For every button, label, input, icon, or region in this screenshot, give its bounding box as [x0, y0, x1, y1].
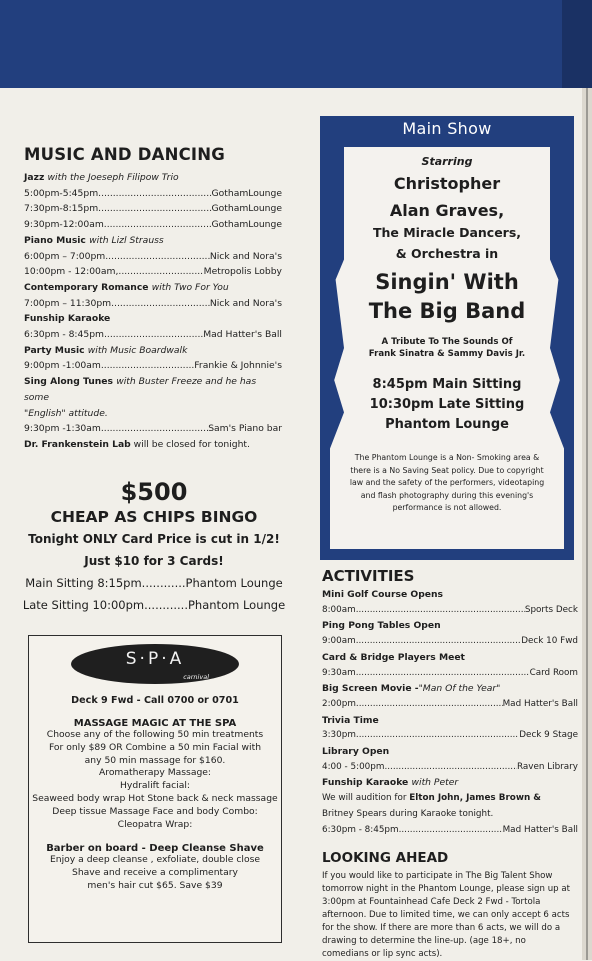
activities-list [322, 587, 578, 838]
karaoke-audition-line2: Britney Spears during Karaoke tonight. [322, 808, 494, 819]
singalong-title: Sing Along Tunes [24, 376, 114, 388]
spa-line: For only $89 OR Combine a 50 min Facial with [48, 741, 262, 753]
main-show-box [320, 116, 574, 560]
schedule-row [24, 358, 282, 374]
row-venue: Metropolis Lobby [203, 266, 282, 278]
show-times [342, 375, 552, 435]
looking-ahead-heading: LOOKING AHEAD [322, 850, 449, 867]
row-time: 9:30pm-12:00am [24, 219, 104, 231]
row-venue: Mad Hatter's Ball [502, 698, 578, 709]
star-name: Alan Graves, [389, 201, 505, 220]
row-venue: Raven Library [516, 761, 578, 772]
schedule-row [24, 327, 282, 343]
row-time: 9:30pm -1:30am [24, 423, 101, 435]
row-venue: Nick and Nora's [209, 250, 282, 262]
row-time: 9:00am [322, 636, 356, 647]
singalong-note: "English" attitude. [24, 407, 108, 419]
row-venue: GothamLounge [211, 219, 282, 231]
schedule-row [24, 421, 282, 437]
row-venue: Frankie & Johnnie's [194, 360, 282, 372]
bingo-price: Just $10 for 3 Cards! [84, 554, 224, 568]
schedule-row [24, 249, 282, 265]
tribute-line: A Tribute To The Sounds Of [381, 337, 513, 347]
sitting-venue: Phantom Lounge [188, 598, 286, 612]
row-venue: Deck 9 Stage [519, 730, 578, 741]
row-venue: Sports Deck [524, 604, 578, 615]
show-title [342, 268, 552, 326]
party-subtitle: with Music Boardwalk [87, 344, 188, 356]
leader-dots [356, 728, 519, 744]
party-title: Party Music [24, 344, 85, 356]
lab-notice [24, 437, 282, 453]
row-venue: Deck 10 Fwd [521, 636, 578, 647]
row-time: 10:00pm - 12:00am, [24, 266, 119, 278]
activity-row [322, 760, 578, 776]
music-heading: MUSIC AND DANCING [24, 145, 225, 164]
bingo-offer: Tonight ONLY Card Price is cut in 1/2! [28, 532, 280, 546]
activity-title: Trivia Time [322, 714, 379, 726]
leader-dots [98, 186, 211, 202]
romance-subtitle: with Two For You [151, 281, 229, 293]
spa-line: Hydralift facial: [119, 780, 191, 792]
activity-row [322, 697, 578, 713]
cast-line: The Miracle Dancers, [372, 225, 522, 240]
activity-title: Mini Golf Course Opens [322, 589, 444, 600]
spa-logo [71, 644, 239, 684]
row-time: 6:00pm – 7:00pm [24, 250, 106, 262]
karaoke-label: Funship Karaoke [322, 777, 409, 789]
show-title-line: Singin' With [375, 270, 519, 294]
carnival-wordmark: carnival [183, 673, 209, 681]
barber-details [29, 854, 281, 892]
sitting-venue: Phantom Lounge [185, 576, 283, 590]
leader-dots [356, 666, 530, 682]
main-sitting-time: 8:45pm Main Sitting [372, 377, 522, 392]
leader-dots [356, 603, 525, 619]
bingo-late-sitting [20, 594, 288, 616]
spa-details [29, 729, 281, 831]
starring-label: Starring [421, 155, 473, 168]
movie-name: "Man Of the Year" [418, 683, 501, 695]
row-venue: Card Room [529, 667, 578, 678]
activities-heading: ACTIVITIES [322, 567, 415, 585]
singalong-subtitle: with Buster Freeze and he has some [24, 376, 257, 403]
music-schedule [24, 170, 282, 453]
leader-dots [98, 201, 211, 217]
row-time: 9:30am [322, 667, 356, 678]
bingo-amount: $500 [120, 478, 188, 506]
leader-dots [105, 249, 210, 265]
activities-section [322, 567, 578, 961]
leader-dots [101, 358, 194, 374]
spa-line: Cleopatra Wrap: [117, 818, 193, 830]
karaoke-audition [322, 791, 578, 807]
leader-dots [104, 217, 212, 233]
row-time: 3:30pm [322, 730, 356, 741]
late-sitting-time: 10:30pm Late Sitting [369, 397, 525, 412]
party-category [24, 343, 282, 359]
row-time: 2:00pm [322, 698, 356, 709]
karaoke-category: Funship Karaoke [24, 313, 111, 325]
movie-label: Big Screen Movie - [322, 683, 419, 695]
barber-line: men's hair cut $65. Save $39 [87, 879, 223, 891]
leader-dots [101, 421, 208, 437]
spa-contact: Deck 9 Fwd - Call 0700 or 0701 [71, 695, 239, 706]
piano-subtitle: with Lizl Strauss [89, 234, 164, 246]
page-fold [562, 0, 592, 88]
spa-line: Aromatherapy Massage: [98, 767, 212, 779]
looking-ahead-text: If you would like to participate in The Big Talent Show tomorrow night in the Phantom Lounge, please sign up at 3:00pm at Fountainhead Cafe Deck 2 Fwd - Tortola afternoon. Due to limited time, we can only accept 6 acts for the show. If there are more than 6 acts, we will do a drawing to determine the line-up. (age 18+, no comedians or lip sync acts). [322, 871, 570, 960]
row-time: 5:00pm-5:45pm [24, 187, 99, 199]
spa-line: Seaweed body wrap Hot Stone back & neck massage [32, 792, 278, 804]
schedule-row [24, 186, 282, 202]
leader-dots [111, 296, 210, 312]
row-time: 9:00pm -1:00am [24, 360, 101, 372]
jazz-subtitle: with the Joeseph Filipow Trio [47, 172, 179, 183]
audition-text: We will audition for [322, 793, 410, 804]
leader-dots [142, 572, 186, 594]
barber-line: Shave and receive a complimentary [72, 867, 238, 879]
piano-title: Piano Music [24, 234, 86, 246]
show-title-line: The Big Band [368, 299, 526, 323]
spa-line: any 50 min massage for $160. [84, 754, 226, 766]
activity-row [322, 728, 578, 744]
bingo-title: CHEAP AS CHIPS BINGO [50, 508, 258, 526]
spa-line: Choose any of the following 50 min treatments [46, 729, 264, 740]
leader-dots [399, 823, 503, 839]
music-section [20, 145, 282, 453]
audition-artists: Elton John, James Brown & [409, 793, 541, 804]
star-name: Christopher [393, 174, 501, 193]
show-venue: Phantom Lounge [385, 417, 509, 432]
leader-dots [356, 634, 522, 650]
leader-dots [356, 697, 503, 713]
activity-row [322, 634, 578, 650]
activity-title: Card & Bridge Players Meet [322, 651, 465, 663]
row-venue: Mad Hatter's Ball [203, 329, 282, 341]
tribute-line: Frank Sinatra & Sammy Davis Jr. [368, 349, 526, 359]
barber-heading: Barber on board - Deep Cleanse Shave [46, 843, 264, 855]
bingo-main-sitting [20, 572, 288, 594]
row-time: 6:30pm - 8:45pm.. [24, 329, 110, 341]
schedule-row [24, 264, 282, 280]
main-show-header: Main Show [402, 119, 492, 138]
activity-title: Library Open [322, 746, 390, 758]
romance-title: Contemporary Romance [24, 281, 149, 293]
spa-logo-text: S·P·A [125, 649, 185, 669]
row-venue: Sam's Piano bar [208, 423, 282, 435]
row-time: 7:30pm-8:15pm [24, 203, 99, 215]
lab-name: Dr. Frankenstein Lab [24, 438, 131, 450]
jazz-category [24, 170, 282, 186]
row-venue: GothamLounge [211, 187, 282, 199]
activity-row [322, 666, 578, 682]
sitting-label: Late Sitting 10:00pm [22, 598, 145, 612]
row-venue: GothamLounge [211, 203, 282, 215]
activity-title [322, 775, 578, 791]
row-venue: Mad Hatter's Ball [502, 824, 578, 835]
tribute-text [342, 336, 552, 360]
leader-dots [118, 264, 203, 280]
row-time: 7:00pm – 11:30pm [24, 297, 112, 309]
schedule-row [24, 296, 282, 312]
leader-dots [110, 327, 203, 343]
row-time: 4:00 - 5:00pm [322, 761, 385, 772]
spa-box [28, 635, 282, 943]
barber-line: Enjoy a deep cleanse , exfoliate, double close [49, 854, 261, 866]
activity-row [322, 603, 578, 619]
activity-title [322, 681, 578, 697]
jazz-title: Jazz [24, 172, 45, 183]
sitting-label: Main Sitting 8:15pm [25, 576, 142, 590]
romance-category [24, 280, 282, 296]
leader-dots [384, 760, 517, 776]
spa-line: Deep tissue Massage Face and body Combo: [52, 805, 258, 817]
spa-heading: MASSAGE MAGIC AT THE SPA [73, 718, 237, 729]
show-details [342, 152, 552, 515]
lab-status: will be closed for tonight. [130, 438, 250, 450]
activity-title: Ping Pong Tables Open [322, 620, 441, 632]
bingo-section [20, 478, 288, 616]
leader-dots [144, 594, 188, 616]
row-time: 6:30pm - 8:45pm [322, 824, 399, 835]
piano-category [24, 233, 282, 249]
show-notice: The Phantom Lounge is a Non- Smoking area & there is a No Saving Seat policy. Due to copyright law and the safety of the performers, videotaping and flash photography during this evening's performance is not allowed. [349, 453, 545, 512]
singalong-category [24, 374, 282, 405]
cast-line: & Orchestra in [395, 246, 499, 261]
schedule-row [24, 201, 282, 217]
page-edge-line [586, 88, 588, 960]
row-time: 8:00am [322, 604, 356, 615]
activity-row [322, 823, 578, 839]
top-banner [0, 0, 592, 88]
schedule-row [24, 217, 282, 233]
row-venue: Nick and Nora's [209, 297, 282, 309]
karaoke-host: with Peter [411, 777, 459, 789]
